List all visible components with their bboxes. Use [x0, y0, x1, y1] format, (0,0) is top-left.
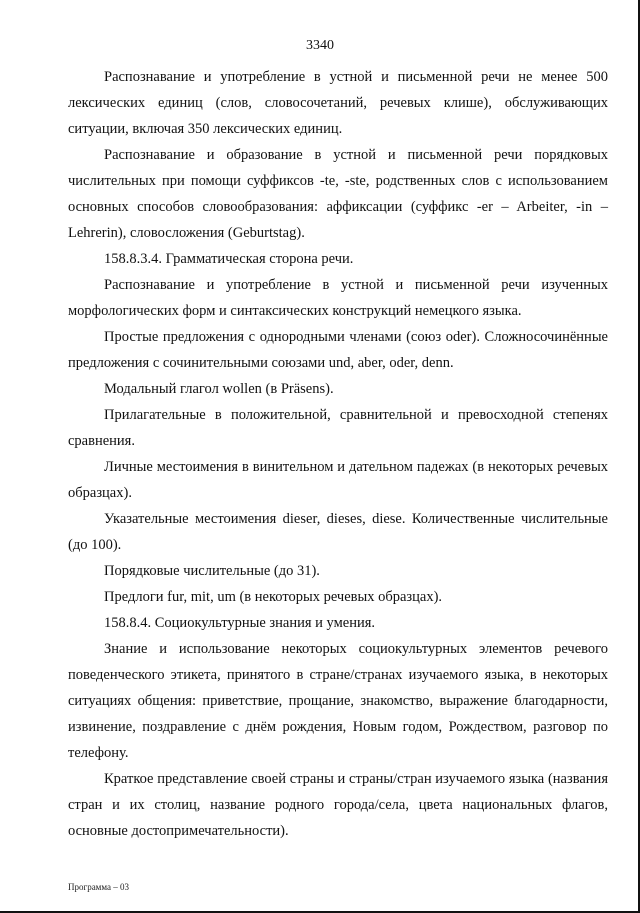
- paragraph-country-presentation: Краткое представление своей страны и страны/стран изучаемого языка (названия стран и их столиц, название родного города/села, цвета национальных флагов, основные достопримечательности).: [68, 771, 608, 839]
- page-number: 3340: [306, 38, 334, 53]
- paragraph-ordinal-numerals: Порядковые числительные (до 31).: [104, 563, 320, 579]
- section-heading-grammar: 158.8.3.4. Грамматическая сторона речи.: [104, 251, 354, 267]
- paragraph-word-formation: Распознавание и образование в устной и письменной речи порядковых числительных при помощи суффиксов -te, -ste, родственных слов с использованием основных способов словообразования: аффиксации (суффикс -er – Arbeiter, -in – Lehrerin), словосложения (Geburtstag).: [68, 147, 608, 241]
- paragraph-modal-verb: Модальный глагол wollen (в Präsens).: [104, 381, 334, 397]
- paragraph-sentences: Простые предложения с однородными членами (союз oder). Сложносочинённые предложения с сочинительными союзами und, aber, oder, denn.: [68, 329, 608, 371]
- paragraph-lexical-units: Распознавание и употребление в устной и письменной речи не менее 500 лексических единиц (слов, словосочетаний, речевых клише), обслуживающих ситуации, включая 350 лексических единиц.: [68, 69, 608, 137]
- paragraph-personal-pronouns: Личные местоимения в винительном и дательном падежах (в некоторых речевых образцах).: [68, 459, 608, 501]
- paragraph-adjectives: Прилагательные в положительной, сравнительной и превосходной степенях сравнения.: [68, 407, 608, 449]
- paragraph-morphology: Распознавание и употребление в устной и письменной речи изученных морфологических форм и синтаксических конструкций немецкого языка.: [68, 277, 608, 319]
- paragraph-demonstrative-pronouns: Указательные местоимения dieser, dieses, diese. Количественные числительные (до 100).: [68, 511, 608, 553]
- section-heading-sociocultural: 158.8.4. Социокультурные знания и умения.: [104, 615, 376, 631]
- paragraph-etiquette: Знание и использование некоторых социокультурных элементов речевого поведенческого этикета, принятого в стране/странах изучаемого языка, в некоторых ситуациях общения: приветствие, прощание, знакомство, выражение благодарности, извинение, поздравление с днём рождения, Новым годом, Рождеством, разговор по телефону.: [68, 641, 608, 761]
- footer-program-label: Программа – 03: [68, 882, 130, 892]
- document-body: [68, 64, 608, 844]
- paragraph-prepositions: Предлоги fur, mit, um (в некоторых речевых образцах).: [104, 589, 443, 605]
